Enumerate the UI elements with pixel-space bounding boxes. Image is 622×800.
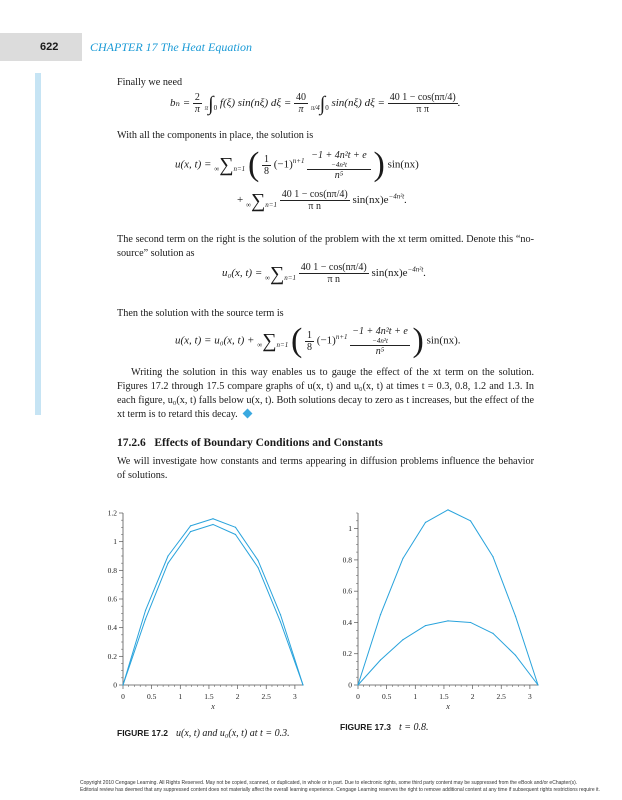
equation-u-line1: u(x, t) = ∞∑n=1 ( $\frac{1}{8}$ $(-1)^{n+1}$ −1 + 4n²t + e −4n²t n⁵ ) sin(nx) bbox=[175, 146, 419, 183]
x-tick-label: 3 bbox=[528, 692, 532, 701]
figure-17-2-chart bbox=[95, 505, 310, 720]
eq-bn-den: π π bbox=[416, 104, 429, 115]
sidebar-bar bbox=[35, 73, 41, 415]
int-hi-1: π bbox=[204, 103, 209, 112]
data-point bbox=[425, 522, 426, 523]
eq-frac1 bbox=[307, 150, 370, 181]
x-tick-label: 1 bbox=[178, 692, 183, 701]
eq-u0-frac: $\frac{40 1 - \cos(n\pi/4)}{\text{π n}}$ bbox=[300, 262, 367, 285]
series-line-u bbox=[358, 510, 538, 685]
eq-bn-lhs: bₙ = bbox=[170, 97, 191, 110]
eq-bn-int2: sin(nξ) dξ = bbox=[331, 97, 385, 110]
eq-one-eighth bbox=[262, 154, 271, 177]
paragraph-components: With all the components in place, the solution is bbox=[117, 130, 314, 141]
paragraph-writing bbox=[117, 366, 534, 422]
data-point bbox=[402, 558, 403, 559]
x-tick-label: 0.5 bbox=[146, 692, 157, 701]
data-point bbox=[537, 684, 538, 685]
paragraph-second-term: The second term on the right is the solution of the problem with the xt term omitted. Denote this “no-source” solution as bbox=[117, 234, 534, 259]
section-heading bbox=[117, 437, 383, 449]
eq-sum-4: ∞∑n=1 bbox=[257, 330, 289, 352]
data-point bbox=[280, 621, 281, 622]
eq-integral-2: π/4∫0 bbox=[310, 92, 329, 115]
y-tick-label: 0.4 bbox=[342, 617, 352, 627]
figure-17-3-chart bbox=[330, 505, 545, 720]
y-tick-label: 0.4 bbox=[107, 623, 117, 633]
data-point bbox=[515, 655, 516, 656]
equation-u0: u₀(x, t) = ∞∑n=1 $\frac{40 1 - \cos(n\pi/4)}{\text{π n}}$ $\sin(nx)e^{-4n^2t}$. bbox=[222, 262, 427, 285]
data-point bbox=[492, 556, 493, 557]
x-tick-label: 0.5 bbox=[381, 692, 392, 701]
eq-bn-frac2: $\frac{40}{\pi}$ bbox=[296, 92, 307, 115]
data-point bbox=[302, 684, 303, 685]
eq-one: 1 bbox=[264, 153, 270, 165]
section-text: We will investigate how constants and terms appearing in diffusion problems influence the behavior of solutions. bbox=[117, 456, 534, 481]
paragraph-then: Then the solution with the source term is bbox=[117, 308, 284, 319]
data-point bbox=[122, 684, 123, 685]
data-point bbox=[515, 616, 516, 617]
eq-bn-num: 40 1 − cos(nπ/4) bbox=[389, 92, 456, 103]
data-point bbox=[190, 525, 191, 526]
data-point bbox=[235, 534, 236, 535]
x-tick-label: 2.5 bbox=[496, 692, 506, 701]
data-point bbox=[470, 622, 471, 623]
equation-bn: bₙ = $\frac{2}{\pi}$ π∫0 f(ξ) sin(nξ) dξ = $\frac{40}{\pi}$ π/4∫0 sin(nξ) dξ = $\frac{40 1 - \cos(n\pi/4)}{\text{π π}}$ . bbox=[170, 92, 461, 115]
eq-period: . bbox=[404, 194, 408, 207]
int-hi-2: π/4 bbox=[310, 103, 320, 112]
data-point bbox=[145, 610, 146, 611]
eq-exp2: −4n²t bbox=[388, 192, 405, 201]
eq-frac1-num: −1 + 4n²t + e bbox=[311, 149, 367, 161]
page-number: 622 bbox=[40, 41, 59, 53]
x-axis-label: x bbox=[211, 702, 215, 711]
sum-top-1: ∞ bbox=[214, 165, 220, 173]
eq-bn-forty: 40 bbox=[296, 92, 307, 103]
data-point bbox=[190, 531, 191, 532]
eq-frac2-den: π n bbox=[308, 201, 321, 212]
y-tick-label: 0.8 bbox=[342, 555, 352, 565]
caption-17-2-label: FIGURE 17.2 bbox=[117, 728, 169, 738]
y-tick-label: 1.2 bbox=[107, 508, 117, 518]
equation-u-source: u(x, t) = u₀(x, t) + ∞∑n=1 ( $\frac{1}{8}$ $(-1)^{n+1}$ −1 + 4n²t + e −4n²t n⁵ ) sin(nx). bbox=[175, 322, 461, 359]
data-point bbox=[145, 618, 146, 619]
data-point bbox=[492, 633, 493, 634]
data-point bbox=[257, 567, 258, 568]
eq-bn-pi: π bbox=[194, 104, 200, 115]
footer-editorial: Editorial review has deemed that any suppressed content does not materially affect the overall learning experience. Cengage Learning reserves the right to remove additional content at any time if subsequent rights restrictions require it. bbox=[80, 787, 600, 793]
eq-eight: 8 bbox=[264, 165, 270, 177]
data-point bbox=[235, 527, 236, 528]
y-tick-label: 0.2 bbox=[342, 649, 352, 659]
eq-frac2-num: 40 1 − cos(nπ/4) bbox=[281, 189, 348, 200]
caption-figure-17-3 bbox=[340, 722, 429, 733]
eq-plus: + bbox=[237, 194, 244, 207]
int-lo-1: 0 bbox=[213, 103, 218, 112]
paragraph-writing-text: Writing the solution in this way enables us to gauge the effect of the xt term on the solution. Figures 17.2 through 17.5 compare graphs of u(x, t) and u₀(x, t) at times t = 0.3, 0.8, 1.2 and 1.3. In each figure, u₀(x, t) falls below u(x, t). Both solutions decay to zero as t increases, but the effect of the xt term is to retard this decay. bbox=[117, 367, 534, 420]
eq-bn-frac3 bbox=[388, 92, 458, 115]
footer-copyright: Copyright 2010 Cengage Learning. All Rights Reserved. May not be copied, scanned, or duplicated, in whole or in part. Due to electronic rights, some third party content may be suppressed from the eBook and/or eChapter(s). bbox=[80, 780, 578, 786]
x-tick-label: 2 bbox=[235, 692, 240, 701]
series-line-u bbox=[123, 519, 303, 685]
data-point bbox=[212, 518, 213, 519]
eq-frac-source: −1 + 4n²t + e −4n²t n⁵ bbox=[352, 325, 408, 357]
eq-sum-3: ∞∑n=1 bbox=[265, 262, 297, 285]
data-point bbox=[212, 524, 213, 525]
eq-bn-int1: f(ξ) sin(nξ) dξ = bbox=[219, 97, 292, 110]
data-point bbox=[257, 560, 258, 561]
eq-frac2 bbox=[280, 189, 350, 212]
end-marker-icon bbox=[242, 409, 252, 419]
caption-17-3-label: FIGURE 17.3 bbox=[340, 722, 392, 732]
paragraph-finally: Finally we need bbox=[117, 77, 183, 88]
eq-sin-nx-period: sin(nx). bbox=[426, 334, 461, 347]
x-axis-label: x bbox=[446, 702, 450, 711]
y-tick-label: 0.2 bbox=[107, 651, 117, 661]
eq-bn-frac1 bbox=[193, 92, 202, 115]
caption-figure-17-2 bbox=[117, 728, 290, 739]
x-tick-label: 2.5 bbox=[261, 692, 271, 701]
caption-17-2-text: u(x, t) and u₀(x, t) at t = 0.3. bbox=[176, 728, 290, 739]
data-point bbox=[425, 625, 426, 626]
eq-sin-nx: sin(nx) bbox=[387, 158, 419, 171]
data-point bbox=[167, 555, 168, 556]
data-point bbox=[447, 509, 448, 510]
data-point bbox=[357, 684, 358, 685]
eq-sum-2: ∞∑n=1 bbox=[245, 189, 277, 212]
x-tick-label: 0 bbox=[356, 692, 360, 701]
eq-one-eighth-2: $\frac{1}{8}$ bbox=[307, 329, 313, 353]
data-point bbox=[380, 614, 381, 615]
y-tick-label: 0.6 bbox=[342, 586, 352, 596]
sum-bot-1: n=1 bbox=[233, 165, 246, 173]
x-tick-label: 1.5 bbox=[204, 692, 214, 701]
series-line-u0 bbox=[358, 621, 538, 685]
eq-bn-two: 2 bbox=[193, 92, 202, 104]
section-number: 17.2.6 bbox=[117, 437, 146, 449]
caption-17-3-text: t = 0.8. bbox=[399, 722, 429, 733]
chapter-title: CHAPTER 17 The Heat Equation bbox=[90, 40, 252, 54]
data-point bbox=[470, 520, 471, 521]
y-tick-label: 0.8 bbox=[107, 565, 117, 575]
x-tick-label: 3 bbox=[293, 692, 297, 701]
y-tick-label: 0.6 bbox=[107, 594, 117, 604]
x-tick-label: 1 bbox=[413, 692, 418, 701]
data-point bbox=[280, 614, 281, 615]
y-tick-label: 0 bbox=[348, 680, 352, 690]
data-point bbox=[402, 639, 403, 640]
eq-neg-one: (−1) bbox=[273, 158, 293, 171]
eq-sum-1: ∞∑n=1 bbox=[214, 154, 246, 176]
eq-u-full-lhs: u(x, t) = u₀(x, t) + bbox=[175, 334, 255, 347]
section-title: Effects of Boundary Conditions and Constants bbox=[154, 437, 383, 449]
data-point bbox=[447, 620, 448, 621]
eq-np1: n+1 bbox=[292, 156, 305, 165]
eq-integral-1: π∫0 bbox=[204, 92, 218, 115]
eq-exp1: −4n²t bbox=[331, 160, 347, 169]
y-tick-label: 1 bbox=[348, 524, 352, 534]
y-tick-label: 1 bbox=[113, 537, 117, 547]
x-tick-label: 0 bbox=[121, 692, 125, 701]
eq-u-lhs: u(x, t) = bbox=[175, 158, 212, 171]
data-point bbox=[380, 659, 381, 660]
eq-u0-lhs: u₀(x, t) = bbox=[222, 267, 263, 280]
data-point bbox=[167, 563, 168, 564]
eq-sin-exp: sin(nx)e bbox=[352, 194, 389, 207]
y-tick-label: 0 bbox=[113, 680, 117, 690]
x-tick-label: 1.5 bbox=[439, 692, 449, 701]
eq-frac1-den: n⁵ bbox=[334, 169, 344, 181]
equation-u-line2 bbox=[237, 189, 407, 212]
x-tick-label: 2 bbox=[470, 692, 475, 701]
